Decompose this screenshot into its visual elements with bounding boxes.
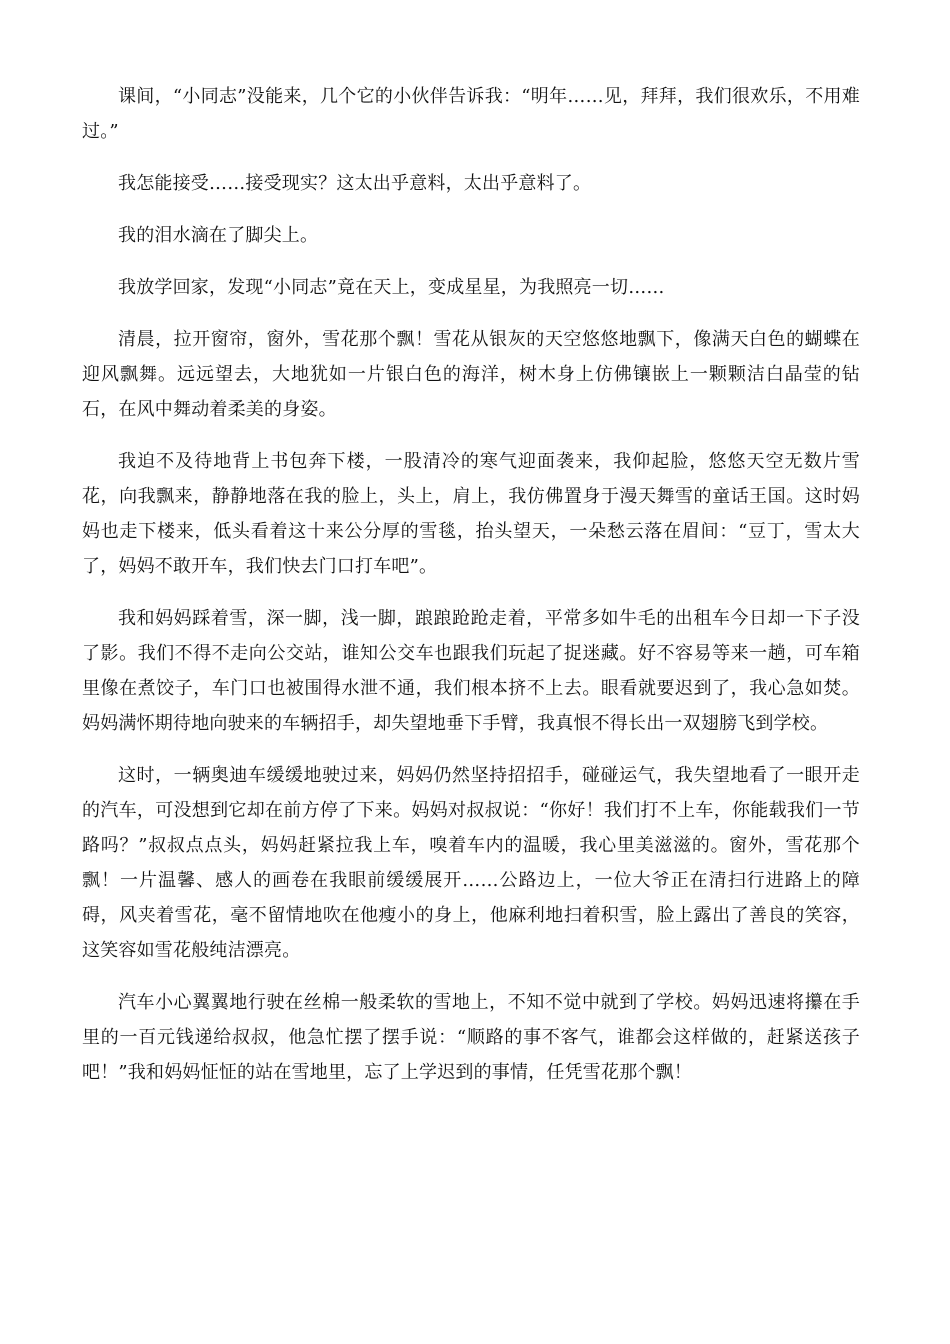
paragraph-2: 我怎能接受……接受现实？这太出乎意料，太出乎意料了。	[118, 173, 592, 194]
paragraph-9: 汽车小心翼翼地行驶在丝棉一般柔软的雪地上，不知不觉中就到了学校。妈妈迅速将攥在手里的一百元钱递给叔叔，他急忙摆了摆手说：“顺路的事不客气，谁都会这样做的，赶紧送孩子吧！”我和妈妈怔怔的站在雪地里，忘了上学迟到的事情，任凭雪花那个飘！	[82, 992, 860, 1083]
paragraph-3: 我的泪水滴在了脚尖上。	[118, 225, 319, 246]
paragraph-7: 我和妈妈踩着雪，深一脚，浅一脚，踉踉跄跄走着，平常多如牛毛的出租车今日却一下子没了影。我们不得不走向公交站，谁知公交车也跟我们玩起了捉迷藏。好不容易等来一趟，可车箱里像在煮饺子，车门口也被围得水泄不通，我们根本挤不上去。眼看就要迟到了，我心急如焚。妈妈满怀期待地向驶来的车辆招手，却失望地垂下手臂，我真恨不得长出一双翅膀飞到学校。	[82, 608, 860, 734]
paragraph-8: 这时，一辆奥迪车缓缓地驶过来，妈妈仍然坚持招招手，碰碰运气，我失望地看了一眼开走的汽车，可没想到它却在前方停了下来。妈妈对叔叔说：“你好！我们打不上车，你能载我们一节路吗？”叔叔点点头，妈妈赶紧拉我上车，嗅着车内的温暖，我心里美滋滋的。窗外，雪花那个飘！一片温馨、感人的画卷在我眼前缓缓展开……公路边上，一位大爷正在清扫行进路上的障碍，风夹着雪花，毫不留情地吹在他瘦小的身上，他麻利地扫着积雪，脸上露出了善良的笑容，这笑容如雪花般纯洁漂亮。	[82, 765, 860, 961]
paragraph-6: 我迫不及待地背上书包奔下楼，一股清冷的寒气迎面袭来，我仰起脸，悠悠天空无数片雪花，向我飘来，静静地落在我的脸上，头上，肩上，我仿佛置身于漫天舞雪的童话王国。这时妈妈也走下楼来，低头看着这十来公分厚的雪毯，抬头望天，一朵愁云落在眉间：“豆丁，雪太大了，妈妈不敢开车，我们快去门口打车吧”。	[82, 451, 860, 577]
paragraph-4: 我放学回家，发现“小同志”竟在天上，变成星星，为我照亮一切……	[118, 277, 665, 298]
paragraph-1: 课间，“小同志”没能来，几个它的小伙伴告诉我：“明年……见，拜拜，我们很欢乐，不用难过。”	[82, 86, 860, 142]
paragraph-5: 清晨，拉开窗帘，窗外，雪花那个飘！雪花从银灰的天空悠悠地飘下，像满天白色的蝴蝶在迎风飘舞。远远望去，大地犹如一片银白色的海洋，树木身上仿佛镶嵌上一颗颗洁白晶莹的钻石，在风中舞动着柔美的身姿。	[82, 329, 860, 420]
document-body	[82, 79, 860, 1107]
